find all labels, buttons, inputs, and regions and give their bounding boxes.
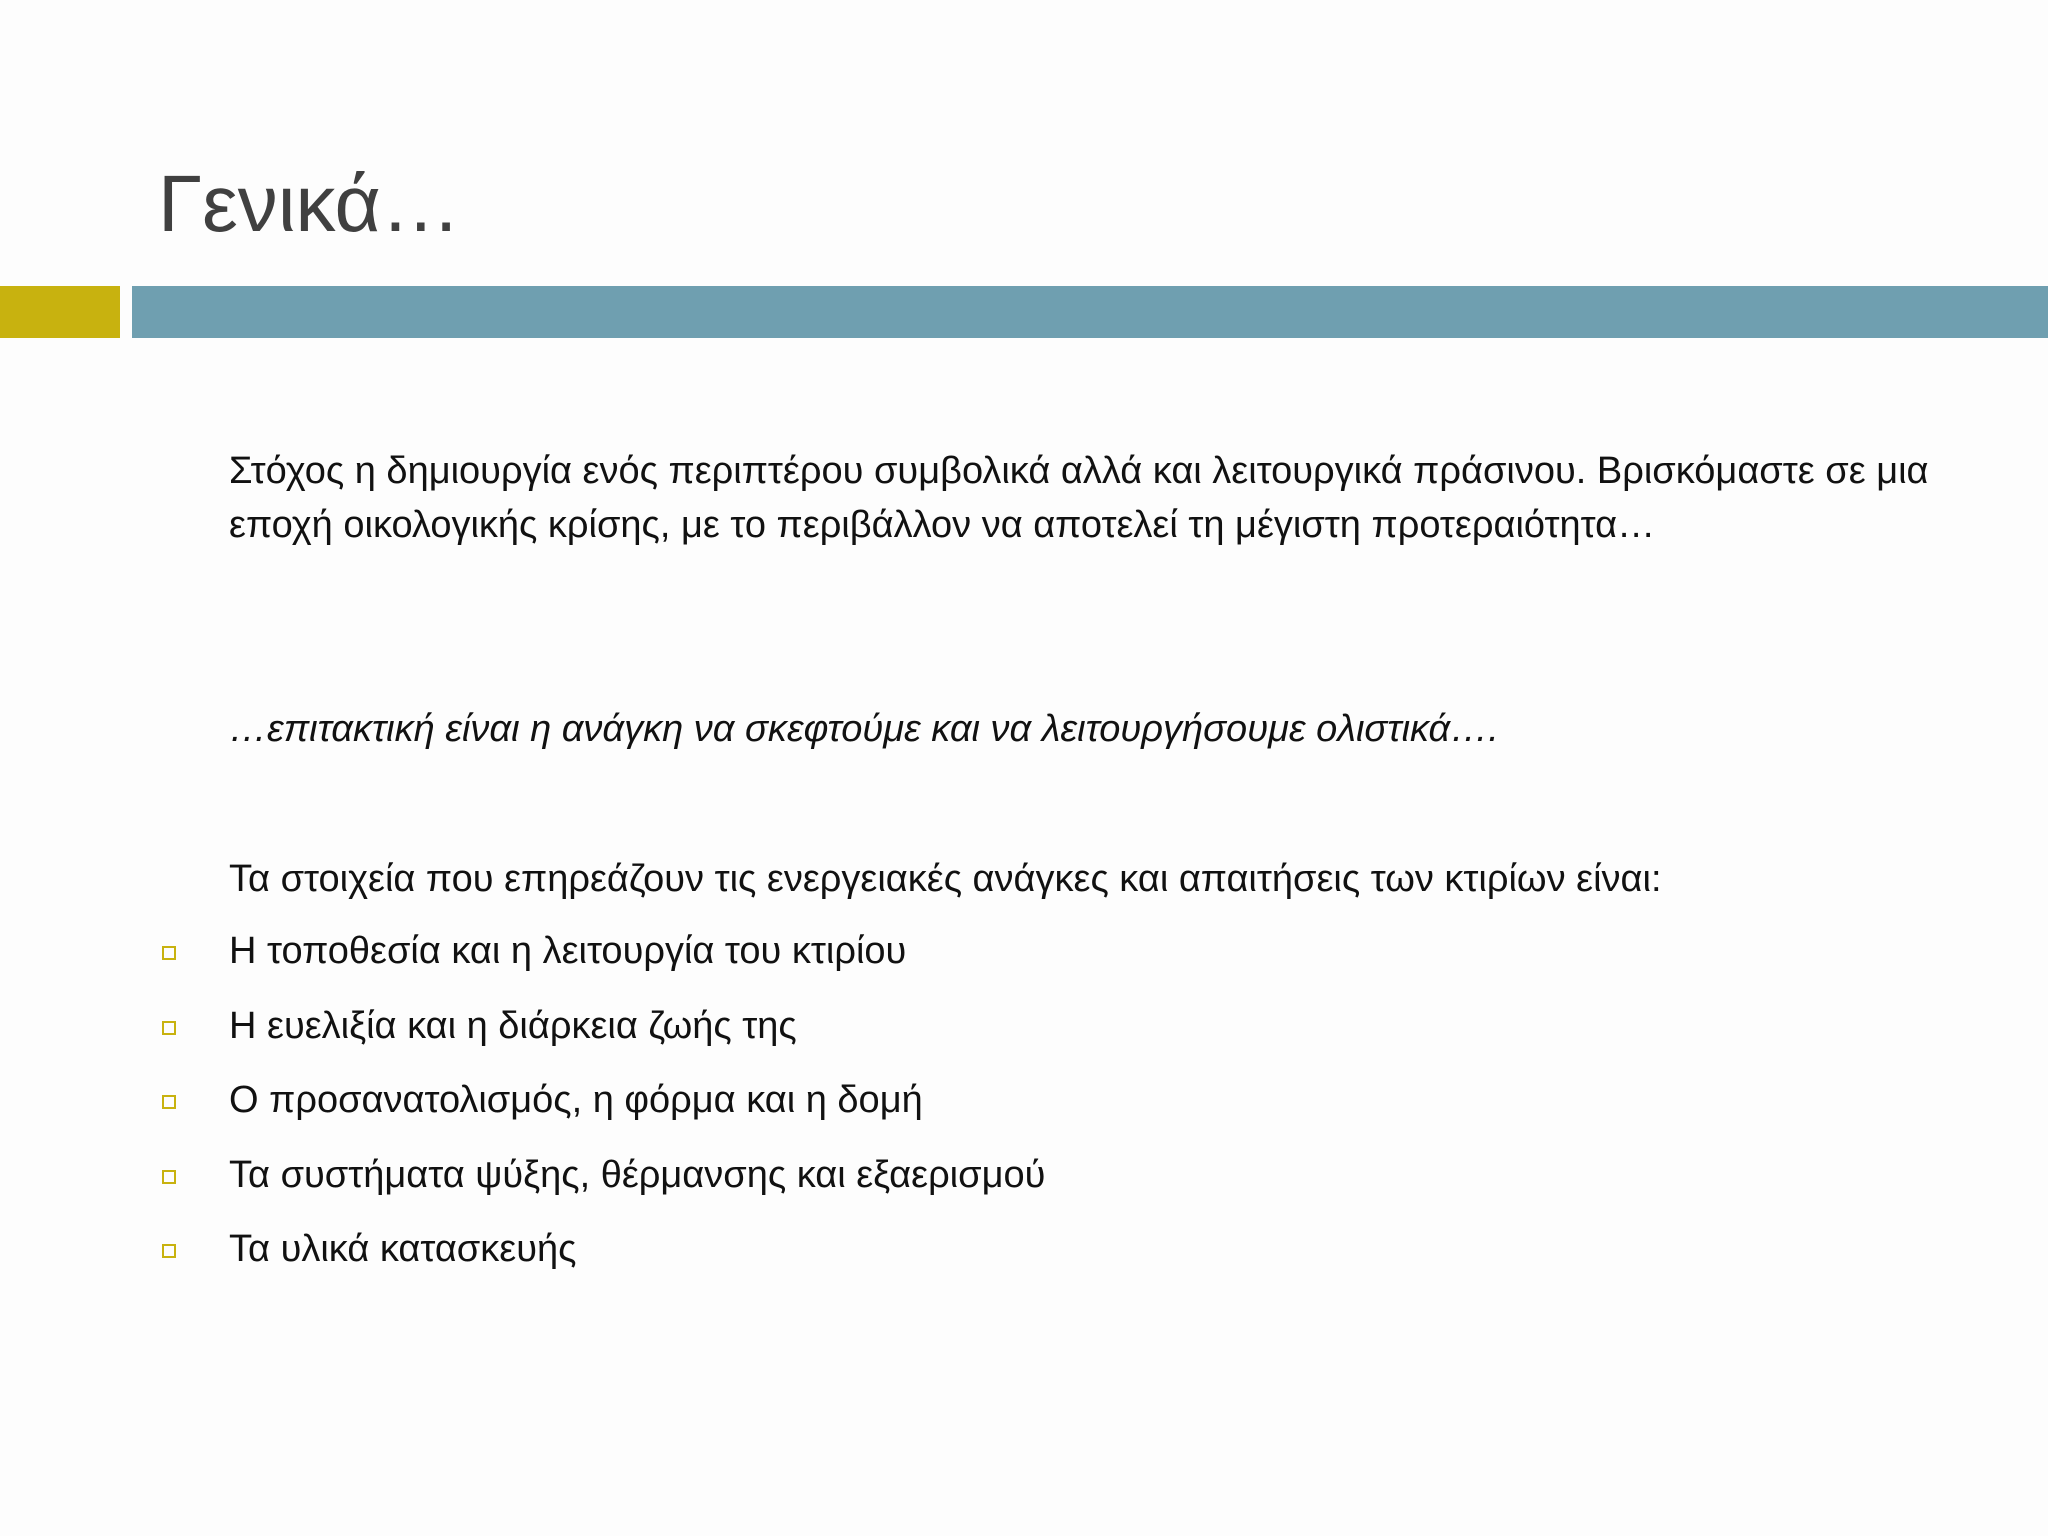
list-item bbox=[0, 1073, 2048, 1148]
list-item bbox=[0, 924, 2048, 999]
list-item bbox=[0, 1148, 2048, 1223]
hollow-square-icon bbox=[162, 1170, 176, 1184]
hollow-square-icon bbox=[162, 1021, 176, 1035]
hollow-square-icon bbox=[162, 1244, 176, 1258]
hollow-square-icon bbox=[162, 1095, 176, 1109]
bullet-text: Η ευελιξία και η διάρκεια ζωής της bbox=[229, 1004, 797, 1047]
slide-title: Γενικά… bbox=[158, 158, 461, 248]
bullet-list bbox=[0, 924, 2048, 1297]
intro-paragraph: Στόχος η δημιουργία ενός περιπτέρου συμβολικά αλλά και λειτουργικά πράσινου. Βρισκόμαστε σε μια εποχή οικολογικής κρίσης, με το περιβάλλον να αποτελεί τη μέγιστη προτεραιότητα… bbox=[229, 450, 1929, 546]
bullet-text: Ο προσανατολισμός, η φόρμα και η δομή bbox=[229, 1079, 923, 1121]
list-item bbox=[0, 1222, 2048, 1297]
quote-paragraph: …επιτακτική είναι η ανάγκη να σκεφτούμε και να λειτουργήσουμε ολιστικά…. bbox=[229, 708, 1499, 750]
bullet-text: Τα υλικά κατασκευής bbox=[229, 1228, 577, 1270]
bullet-text: Η τοποθεσία και η λειτουργία του κτιρίου bbox=[229, 930, 907, 972]
lead-paragraph: Τα στοιχεία που επηρεάζουν τις ενεργειακές ανάγκες και απαιτήσεις των κτιρίων είναι: bbox=[229, 858, 1662, 900]
list-item bbox=[0, 999, 2048, 1074]
hollow-square-icon bbox=[162, 946, 176, 960]
bullet-text: Τα συστήματα ψύξης, θέρμανσης και εξαερισμού bbox=[229, 1153, 1046, 1196]
